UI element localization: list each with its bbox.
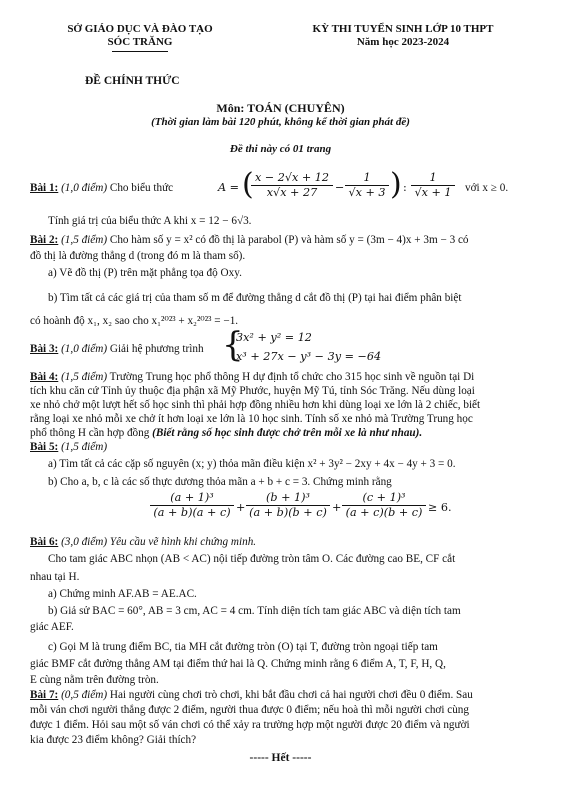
q6-note: Yêu cầu vẽ hình khi chứng minh. xyxy=(109,536,257,548)
q5-part-a: a) Tìm tất cả các cặp số nguyên (x; y) thỏa mãn điều kiện x² + 3y² − 2xy + 4x − 4y + 3 = 0. xyxy=(48,458,456,470)
q3-equation-1: 3x² + y² = 12 xyxy=(236,331,312,344)
q6-part-b-line-1: b) Giả sử BAC = 60°, AB = 3 cm, AC = 4 cm. Tính diện tích tam giác ABC và diện tích tam xyxy=(48,605,461,617)
q4-line-5: phổ thông H cần hợp đồng (Biết rằng số học sinh được chở trên mỗi xe là như nhau). xyxy=(30,427,423,439)
q1-fraction-2: $\frac{1}{√x + 3}$ xyxy=(345,171,389,200)
dept-name: SỞ GIÁO DỤC VÀ ĐÀO TẠO xyxy=(67,23,213,35)
q2-part-b-line-1: b) Tìm tất cả các giá trị của tham số m để đường thẳng d cắt đồ thị (P) tại hai điểm phân biệt xyxy=(48,292,462,304)
official-label: ĐỀ CHÍNH THỨC xyxy=(85,75,180,87)
question-2 xyxy=(30,233,540,247)
question-6 xyxy=(30,535,256,549)
q6-line-1: Cho tam giác ABC nhọn (AB < AC) nội tiếp đường tròn tâm O. Các đường cao BE, CF cắt xyxy=(48,553,456,565)
q2-label: Bài 2: xyxy=(30,234,59,246)
q6-part-a: a) Chứng minh AF.AB = AE.AC. xyxy=(48,588,197,600)
q1-fraction-1: $\frac{x - 2√x + 12}{x√x + 27}$ xyxy=(251,171,333,200)
q4-note: (Biết rằng số học sinh được chở trên mỗi xe là như nhau). xyxy=(152,427,423,439)
q6-part-c-line-3: E cùng nằm trên đường tròn. xyxy=(30,674,159,686)
question-7 xyxy=(30,688,542,702)
q6-part-b-line-2: giác AEF. xyxy=(30,621,74,633)
header-left-rule xyxy=(112,51,168,52)
q1-A: A = xyxy=(218,181,240,194)
q7-line-2: mỗi ván chơi người thắng được 2 điểm, người thua được 0 điểm; nếu hoà thì mỗi người chơi cùng xyxy=(30,704,469,716)
q5-plus-2: + xyxy=(332,501,342,514)
q1-division: : xyxy=(403,181,407,194)
q1-points: (1,0 điểm) xyxy=(61,182,108,194)
q3-label: Bài 3: xyxy=(30,343,59,355)
q1-task: Tính giá trị của biểu thức A khi x = 12 − 6√3. xyxy=(48,215,252,227)
q7-label: Bài 7: xyxy=(30,689,59,701)
q3-brace: { xyxy=(222,325,244,365)
q6-part-c-line-2: giác BMF cắt đường thẳng AM tại điểm thứ hai là Q. Chứng minh rằng 6 điểm A, T, F, H, Q, xyxy=(30,658,446,670)
q1-label: Bài 1: xyxy=(30,182,59,194)
q2-points: (1,5 điểm) xyxy=(61,234,108,246)
q7-line-4: kia được 23 điểm không? Giải thích? xyxy=(30,734,197,746)
dept-header xyxy=(40,23,240,49)
q5-part-b: b) Cho a, b, c là các số thực dương thỏa mãn a + b + c = 3. Chứng minh rằng xyxy=(48,476,392,488)
q4-label: Bài 4: xyxy=(30,371,59,383)
province-name: SÓC TRĂNG xyxy=(107,36,173,48)
q2-line-1: Cho hàm số y = x² có đồ thị là parabol (P) và hàm số y = (3m − 4)x + 3m − 3 có xyxy=(109,234,469,246)
q6-label: Bài 6: xyxy=(30,536,59,548)
q1-condition: với x ≥ 0. xyxy=(465,182,509,194)
q2-line-2: đồ thị là đường thẳng d (trong đó m là tham số). xyxy=(30,250,246,262)
q5-plus-1: + xyxy=(236,501,246,514)
q3-equation-2: x³ + 27x − y³ − 3y = −64 xyxy=(236,350,382,363)
q1-paren-open: ( xyxy=(242,167,254,202)
exam-header xyxy=(278,23,528,49)
q5-term-2: $\frac{\text{(b + 1)³}}{(a + b)(b + c)}$ xyxy=(246,491,330,520)
q5-term-1: $\frac{\text{(a + 1)³}}{(a + b)(a + c)}$ xyxy=(150,491,234,520)
q3-points: (1,0 điểm) xyxy=(61,343,108,355)
end-marker: ----- Hết ----- xyxy=(249,752,312,764)
q5-label: Bài 5: xyxy=(30,441,59,453)
question-4 xyxy=(30,370,542,384)
question-5 xyxy=(30,440,107,454)
q2-part-a: a) Vẽ đồ thị (P) trên mặt phẳng tọa độ Oxy. xyxy=(48,267,242,279)
q6-line-2: nhau tại H. xyxy=(30,571,80,583)
q1-fraction-3: $\frac{1}{√x + 1}$ xyxy=(411,171,455,200)
q1-minus: − xyxy=(335,181,345,194)
q7-line-1: Hai người cùng chơi trò chơi, khi bắt đầu chơi cả hai người chơi đều 0 điểm. Sau xyxy=(109,689,473,701)
q2-part-b-line-2: có hoành độ x₁, x₂ sao cho x₁²⁰²³ + x₂²⁰²³ = −1. xyxy=(30,315,239,327)
q4-line-4: rằng loại xe nhỏ mỗi xe chở ít hơn loại xe lớn là 10 học sinh. Tính số xe nhỏ mà Trường Trung học xyxy=(30,413,473,425)
q6-part-c-line-1: c) Gọi M là trung điểm BC, tia MH cắt đường tròn (O) tại T, đường tròn ngoại tiếp tam xyxy=(48,641,438,653)
question-1 xyxy=(30,168,540,208)
q5-term-3: $\frac{\text{(c + 1)³}}{(a + c)(b + c)}$ xyxy=(342,491,426,520)
subject-title: Môn: TOÁN (CHUYÊN) xyxy=(216,101,345,115)
q7-points: (0,5 điểm) xyxy=(61,689,108,701)
exam-name: KỲ THI TUYỂN SINH LỚP 10 THPT xyxy=(312,23,494,35)
q4-points: (1,5 điểm) xyxy=(61,371,108,383)
q1-intro: Cho biểu thức xyxy=(109,182,174,194)
school-year: Năm học 2023-2024 xyxy=(356,36,450,48)
question-3 xyxy=(30,342,204,356)
q7-line-3: được 1 điểm. Hỏi sau một số ván chơi có thể xảy ra trường hợp một người được 20 điểm và người xyxy=(30,719,470,731)
q4-line-1: Trường Trung học phổ thông H dự định tổ chức cho 315 học sinh về nguồn tại Di xyxy=(109,371,475,383)
q4-line-2: tích khu căn cứ Tỉnh ủy thuộc địa phận xã Mỹ Phước, huyện Mỹ Tú, tỉnh Sóc Trăng. Nếu dùng loại xyxy=(30,385,475,397)
q1-paren-close: ) xyxy=(390,167,402,202)
q5-inequality xyxy=(150,491,452,529)
q4-line-3: xe nhỏ chở một lượt hết số học sinh thì phải hợp đồng nhiều hơn khi dùng loại xe lớn là 2 chiếc, biết xyxy=(30,399,481,411)
q5-ge: ≥ 6. xyxy=(428,501,452,514)
time-note: (Thời gian làm bài 120 phút, không kể thời gian phát đề) xyxy=(151,116,410,128)
q3-intro: Giải hệ phương trình xyxy=(109,343,204,355)
q5-points: (1,5 điểm) xyxy=(61,441,108,453)
q6-points: (3,0 điểm) xyxy=(61,536,108,548)
page-count-note: Đề thi này có 01 trang xyxy=(229,143,332,155)
